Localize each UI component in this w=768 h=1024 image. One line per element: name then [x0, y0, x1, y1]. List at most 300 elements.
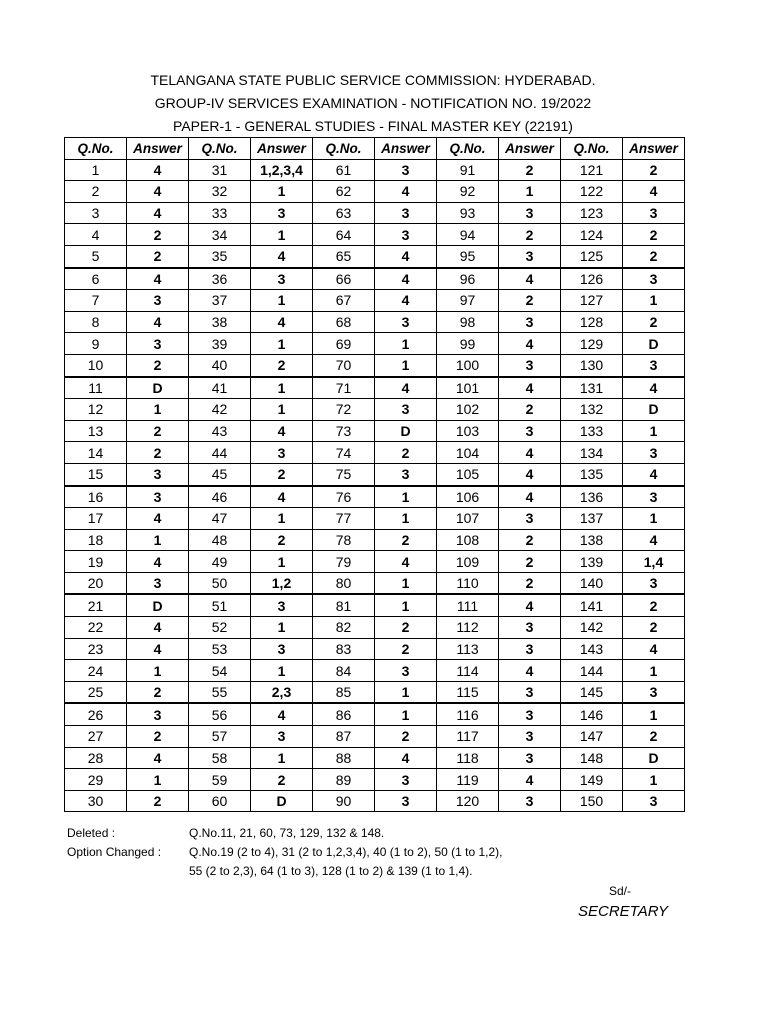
- qno-cell: 73: [313, 420, 375, 442]
- header-line-1: TELANGANA STATE PUBLIC SERVICE COMMISSION: HYDERABAD.: [150, 72, 596, 88]
- qno-cell: 97: [437, 290, 499, 312]
- answer-cell: 4: [375, 551, 437, 573]
- qno-cell: 99: [437, 333, 499, 355]
- qno-cell: 76: [313, 486, 375, 508]
- qno-cell: 6: [65, 268, 127, 290]
- table-row: [65, 660, 685, 682]
- table-row: [65, 333, 685, 355]
- qno-cell: 78: [313, 529, 375, 551]
- answer-cell: 4: [127, 551, 189, 573]
- qno-cell: 150: [561, 790, 623, 812]
- option-changed-label: Option Changed :: [67, 845, 162, 859]
- answer-cell: D: [623, 333, 685, 355]
- qno-cell: 114: [437, 660, 499, 682]
- answer-cell: 1: [251, 224, 313, 246]
- header-answer: Answer: [623, 138, 685, 160]
- answer-cell: 2: [127, 726, 189, 748]
- answer-cell: 4: [127, 311, 189, 333]
- answer-cell: 3: [499, 311, 561, 333]
- qno-cell: 82: [313, 617, 375, 639]
- answer-cell: 4: [127, 268, 189, 290]
- option-changed-text-1: Q.No.19 (2 to 4), 31 (2 to 1,2,3,4), 40 (1 to 2), 50 (1 to 1,2),: [189, 845, 503, 859]
- qno-cell: 30: [65, 790, 127, 812]
- qno-cell: 58: [189, 747, 251, 769]
- qno-cell: 147: [561, 726, 623, 748]
- answer-cell: 3: [623, 790, 685, 812]
- header-qno: Q.No.: [189, 138, 251, 160]
- answer-cell: 3: [127, 333, 189, 355]
- answer-cell: 3: [499, 420, 561, 442]
- qno-cell: 92: [437, 181, 499, 203]
- answer-cell: 3: [375, 224, 437, 246]
- qno-cell: 105: [437, 463, 499, 485]
- answer-cell: 3: [623, 442, 685, 464]
- qno-cell: 71: [313, 377, 375, 399]
- qno-cell: 113: [437, 638, 499, 660]
- table-row: [65, 508, 685, 530]
- qno-cell: 100: [437, 354, 499, 376]
- qno-cell: 106: [437, 486, 499, 508]
- answer-cell: 2: [127, 790, 189, 812]
- answer-cell: 2: [499, 159, 561, 181]
- qno-cell: 54: [189, 660, 251, 682]
- qno-cell: 37: [189, 290, 251, 312]
- qno-cell: 38: [189, 311, 251, 333]
- qno-cell: 130: [561, 354, 623, 376]
- qno-cell: 4: [65, 224, 127, 246]
- qno-cell: 134: [561, 442, 623, 464]
- qno-cell: 86: [313, 703, 375, 725]
- answer-cell: 1: [375, 508, 437, 530]
- answer-cell: 1: [623, 769, 685, 791]
- qno-cell: 139: [561, 551, 623, 573]
- answer-cell: 4: [251, 703, 313, 725]
- answer-cell: 1: [127, 660, 189, 682]
- table-body: [65, 159, 685, 812]
- qno-cell: 43: [189, 420, 251, 442]
- table-row: [65, 311, 685, 333]
- table-row: [65, 290, 685, 312]
- answer-cell: 3: [251, 726, 313, 748]
- qno-cell: 56: [189, 703, 251, 725]
- qno-cell: 12: [65, 399, 127, 421]
- table-row: [65, 463, 685, 485]
- qno-cell: 41: [189, 377, 251, 399]
- table-row: [65, 529, 685, 551]
- qno-cell: 85: [313, 681, 375, 703]
- header-qno: Q.No.: [437, 138, 499, 160]
- answer-cell: 1: [375, 594, 437, 616]
- answer-cell: 4: [499, 463, 561, 485]
- answer-cell: 1: [375, 703, 437, 725]
- qno-cell: 57: [189, 726, 251, 748]
- header-qno: Q.No.: [65, 138, 127, 160]
- qno-cell: 83: [313, 638, 375, 660]
- answer-cell: 4: [623, 377, 685, 399]
- answer-cell: 2: [251, 463, 313, 485]
- answer-cell: 4: [251, 486, 313, 508]
- header-qno: Q.No.: [313, 138, 375, 160]
- qno-cell: 70: [313, 354, 375, 376]
- table-row: [65, 420, 685, 442]
- qno-cell: 68: [313, 311, 375, 333]
- answer-cell: 3: [499, 617, 561, 639]
- answer-cell: D: [623, 399, 685, 421]
- answer-cell: 1,4: [623, 551, 685, 573]
- answer-cell: 4: [623, 638, 685, 660]
- answer-cell: 4: [127, 747, 189, 769]
- table-row: [65, 442, 685, 464]
- answer-cell: 1: [623, 420, 685, 442]
- answer-cell: 3: [623, 202, 685, 224]
- answer-cell: 2: [127, 442, 189, 464]
- qno-cell: 10: [65, 354, 127, 376]
- qno-cell: 138: [561, 529, 623, 551]
- answer-cell: 4: [499, 486, 561, 508]
- answer-cell: 3: [127, 290, 189, 312]
- answer-cell: 3: [375, 202, 437, 224]
- qno-cell: 35: [189, 245, 251, 267]
- qno-cell: 96: [437, 268, 499, 290]
- answer-cell: 2: [499, 551, 561, 573]
- answer-cell: 3: [375, 463, 437, 485]
- answer-cell: 1: [127, 529, 189, 551]
- qno-cell: 64: [313, 224, 375, 246]
- answer-cell: 4: [375, 377, 437, 399]
- answer-cell: 3: [375, 660, 437, 682]
- qno-cell: 84: [313, 660, 375, 682]
- qno-cell: 13: [65, 420, 127, 442]
- answer-cell: 1: [127, 769, 189, 791]
- table-header-row: [65, 138, 685, 160]
- qno-cell: 93: [437, 202, 499, 224]
- qno-cell: 108: [437, 529, 499, 551]
- answer-cell: 2: [251, 769, 313, 791]
- answer-cell: 1: [127, 399, 189, 421]
- answer-cell: 2: [499, 399, 561, 421]
- qno-cell: 32: [189, 181, 251, 203]
- notes-labels: [67, 824, 161, 862]
- answer-cell: 3: [623, 486, 685, 508]
- answer-cell: D: [127, 377, 189, 399]
- qno-cell: 50: [189, 572, 251, 594]
- answer-cell: 4: [499, 769, 561, 791]
- answer-cell: 1: [623, 703, 685, 725]
- answer-cell: 1: [623, 508, 685, 530]
- qno-cell: 20: [65, 572, 127, 594]
- answer-cell: 1: [375, 333, 437, 355]
- qno-cell: 16: [65, 486, 127, 508]
- answer-cell: 4: [375, 268, 437, 290]
- answer-cell: 4: [127, 638, 189, 660]
- answer-cell: 3: [251, 268, 313, 290]
- qno-cell: 40: [189, 354, 251, 376]
- answer-cell: 1: [251, 551, 313, 573]
- answer-cell: 3: [499, 747, 561, 769]
- answer-cell: 3: [499, 202, 561, 224]
- qno-cell: 19: [65, 551, 127, 573]
- qno-cell: 31: [189, 159, 251, 181]
- qno-cell: 79: [313, 551, 375, 573]
- answer-cell: 3: [251, 442, 313, 464]
- notes-text: [189, 824, 503, 881]
- answer-cell: 1: [623, 660, 685, 682]
- table-row: [65, 224, 685, 246]
- qno-cell: 46: [189, 486, 251, 508]
- answer-cell: 3: [127, 486, 189, 508]
- qno-cell: 27: [65, 726, 127, 748]
- table-row: [65, 747, 685, 769]
- qno-cell: 104: [437, 442, 499, 464]
- qno-cell: 142: [561, 617, 623, 639]
- answer-cell: 4: [127, 202, 189, 224]
- answer-cell: 2: [251, 354, 313, 376]
- qno-cell: 66: [313, 268, 375, 290]
- answer-cell: 4: [375, 290, 437, 312]
- answer-cell: 4: [251, 245, 313, 267]
- qno-cell: 140: [561, 572, 623, 594]
- qno-cell: 34: [189, 224, 251, 246]
- answer-cell: 3: [251, 638, 313, 660]
- qno-cell: 127: [561, 290, 623, 312]
- answer-cell: D: [127, 594, 189, 616]
- qno-cell: 87: [313, 726, 375, 748]
- qno-cell: 101: [437, 377, 499, 399]
- qno-cell: 149: [561, 769, 623, 791]
- qno-cell: 148: [561, 747, 623, 769]
- qno-cell: 135: [561, 463, 623, 485]
- qno-cell: 17: [65, 508, 127, 530]
- answer-cell: 1: [375, 572, 437, 594]
- table-row: [65, 594, 685, 616]
- answer-cell: 2: [499, 572, 561, 594]
- answer-cell: 3: [375, 159, 437, 181]
- qno-cell: 33: [189, 202, 251, 224]
- qno-cell: 22: [65, 617, 127, 639]
- answer-cell: 2: [623, 159, 685, 181]
- qno-cell: 117: [437, 726, 499, 748]
- answer-cell: 3: [623, 268, 685, 290]
- answer-cell: 2: [375, 638, 437, 660]
- answer-cell: 1: [375, 486, 437, 508]
- qno-cell: 39: [189, 333, 251, 355]
- table-row: [65, 486, 685, 508]
- answer-cell: 3: [127, 463, 189, 485]
- qno-cell: 25: [65, 681, 127, 703]
- qno-cell: 45: [189, 463, 251, 485]
- answer-cell: 2: [623, 617, 685, 639]
- qno-cell: 146: [561, 703, 623, 725]
- answer-cell: 4: [127, 617, 189, 639]
- qno-cell: 15: [65, 463, 127, 485]
- answer-cell: 2,3: [251, 681, 313, 703]
- answer-cell: 3: [375, 311, 437, 333]
- qno-cell: 124: [561, 224, 623, 246]
- answer-cell: D: [375, 420, 437, 442]
- qno-cell: 80: [313, 572, 375, 594]
- answer-cell: 3: [499, 245, 561, 267]
- answer-cell: 3: [499, 726, 561, 748]
- qno-cell: 128: [561, 311, 623, 333]
- qno-cell: 136: [561, 486, 623, 508]
- answer-cell: 3: [251, 594, 313, 616]
- header-line-2: GROUP-IV SERVICES EXAMINATION - NOTIFICATION NO. 19/2022: [154, 95, 592, 111]
- table-row: [65, 551, 685, 573]
- qno-cell: 62: [313, 181, 375, 203]
- qno-cell: 98: [437, 311, 499, 333]
- qno-cell: 141: [561, 594, 623, 616]
- answer-cell: 2: [623, 311, 685, 333]
- qno-cell: 90: [313, 790, 375, 812]
- qno-cell: 109: [437, 551, 499, 573]
- qno-cell: 9: [65, 333, 127, 355]
- qno-cell: 89: [313, 769, 375, 791]
- table-row: [65, 790, 685, 812]
- qno-cell: 103: [437, 420, 499, 442]
- answer-cell: 4: [375, 747, 437, 769]
- answer-cell: 2: [375, 442, 437, 464]
- answer-cell: 3: [623, 354, 685, 376]
- qno-cell: 44: [189, 442, 251, 464]
- answer-cell: 2: [375, 617, 437, 639]
- answer-cell: 1: [251, 290, 313, 312]
- answer-cell: 1: [251, 399, 313, 421]
- answer-cell: 1: [375, 681, 437, 703]
- qno-cell: 63: [313, 202, 375, 224]
- qno-cell: 123: [561, 202, 623, 224]
- qno-cell: 77: [313, 508, 375, 530]
- qno-cell: 29: [65, 769, 127, 791]
- qno-cell: 48: [189, 529, 251, 551]
- answer-cell: 3: [499, 638, 561, 660]
- answer-cell: 3: [375, 769, 437, 791]
- answer-cell: 1: [623, 290, 685, 312]
- qno-cell: 137: [561, 508, 623, 530]
- qno-cell: 122: [561, 181, 623, 203]
- signature-sd: Sd/-: [609, 884, 632, 898]
- header-answer: Answer: [499, 138, 561, 160]
- answer-cell: 4: [499, 268, 561, 290]
- answer-cell: 3: [251, 202, 313, 224]
- answer-cell: 2: [499, 529, 561, 551]
- qno-cell: 75: [313, 463, 375, 485]
- table-row: [65, 377, 685, 399]
- answer-cell: 1: [251, 377, 313, 399]
- answer-cell: 1,2,3,4: [251, 159, 313, 181]
- answer-cell: 2: [127, 224, 189, 246]
- qno-cell: 61: [313, 159, 375, 181]
- table-row: [65, 703, 685, 725]
- qno-cell: 145: [561, 681, 623, 703]
- answer-cell: 3: [375, 399, 437, 421]
- qno-cell: 7: [65, 290, 127, 312]
- qno-cell: 95: [437, 245, 499, 267]
- qno-cell: 74: [313, 442, 375, 464]
- answer-key-table: [64, 137, 685, 812]
- answer-cell: 3: [499, 703, 561, 725]
- qno-cell: 110: [437, 572, 499, 594]
- answer-cell: 1: [251, 617, 313, 639]
- qno-cell: 21: [65, 594, 127, 616]
- qno-cell: 72: [313, 399, 375, 421]
- header-qno: Q.No.: [561, 138, 623, 160]
- qno-cell: 2: [65, 181, 127, 203]
- answer-cell: 4: [127, 181, 189, 203]
- table-row: [65, 572, 685, 594]
- answer-cell: 4: [127, 508, 189, 530]
- qno-cell: 111: [437, 594, 499, 616]
- qno-cell: 116: [437, 703, 499, 725]
- answer-cell: 4: [251, 420, 313, 442]
- qno-cell: 91: [437, 159, 499, 181]
- qno-cell: 125: [561, 245, 623, 267]
- answer-cell: 2: [251, 529, 313, 551]
- answer-cell: 1,2: [251, 572, 313, 594]
- answer-cell: D: [623, 747, 685, 769]
- table-row: [65, 159, 685, 181]
- table-row: [65, 769, 685, 791]
- answer-cell: 4: [375, 181, 437, 203]
- qno-cell: 119: [437, 769, 499, 791]
- qno-cell: 121: [561, 159, 623, 181]
- qno-cell: 81: [313, 594, 375, 616]
- table-row: [65, 354, 685, 376]
- qno-cell: 115: [437, 681, 499, 703]
- qno-cell: 26: [65, 703, 127, 725]
- answer-cell: 2: [127, 420, 189, 442]
- answer-cell: 3: [623, 572, 685, 594]
- answer-cell: 2: [127, 245, 189, 267]
- answer-cell: 4: [623, 463, 685, 485]
- qno-cell: 143: [561, 638, 623, 660]
- qno-cell: 51: [189, 594, 251, 616]
- answer-cell: 2: [623, 594, 685, 616]
- answer-cell: 3: [375, 790, 437, 812]
- table-row: [65, 638, 685, 660]
- answer-cell: 1: [251, 747, 313, 769]
- answer-cell: 2: [127, 354, 189, 376]
- answer-cell: 4: [623, 529, 685, 551]
- qno-cell: 133: [561, 420, 623, 442]
- answer-cell: 3: [127, 572, 189, 594]
- answer-cell: 1: [251, 181, 313, 203]
- table-row: [65, 399, 685, 421]
- qno-cell: 118: [437, 747, 499, 769]
- answer-cell: 2: [623, 726, 685, 748]
- deleted-text: Q.No.11, 21, 60, 73, 129, 132 & 148.: [189, 826, 385, 840]
- answer-cell: 4: [375, 245, 437, 267]
- table-row: [65, 181, 685, 203]
- qno-cell: 120: [437, 790, 499, 812]
- answer-cell: 4: [499, 660, 561, 682]
- table-row: [65, 681, 685, 703]
- answer-cell: 1: [251, 333, 313, 355]
- answer-cell: D: [251, 790, 313, 812]
- qno-cell: 55: [189, 681, 251, 703]
- qno-cell: 36: [189, 268, 251, 290]
- answer-cell: 4: [499, 442, 561, 464]
- qno-cell: 102: [437, 399, 499, 421]
- qno-cell: 18: [65, 529, 127, 551]
- answer-cell: 3: [499, 354, 561, 376]
- answer-cell: 1: [375, 354, 437, 376]
- qno-cell: 49: [189, 551, 251, 573]
- answer-cell: 1: [499, 181, 561, 203]
- answer-cell: 2: [499, 290, 561, 312]
- answer-cell: 4: [251, 311, 313, 333]
- qno-cell: 132: [561, 399, 623, 421]
- header-answer: Answer: [375, 138, 437, 160]
